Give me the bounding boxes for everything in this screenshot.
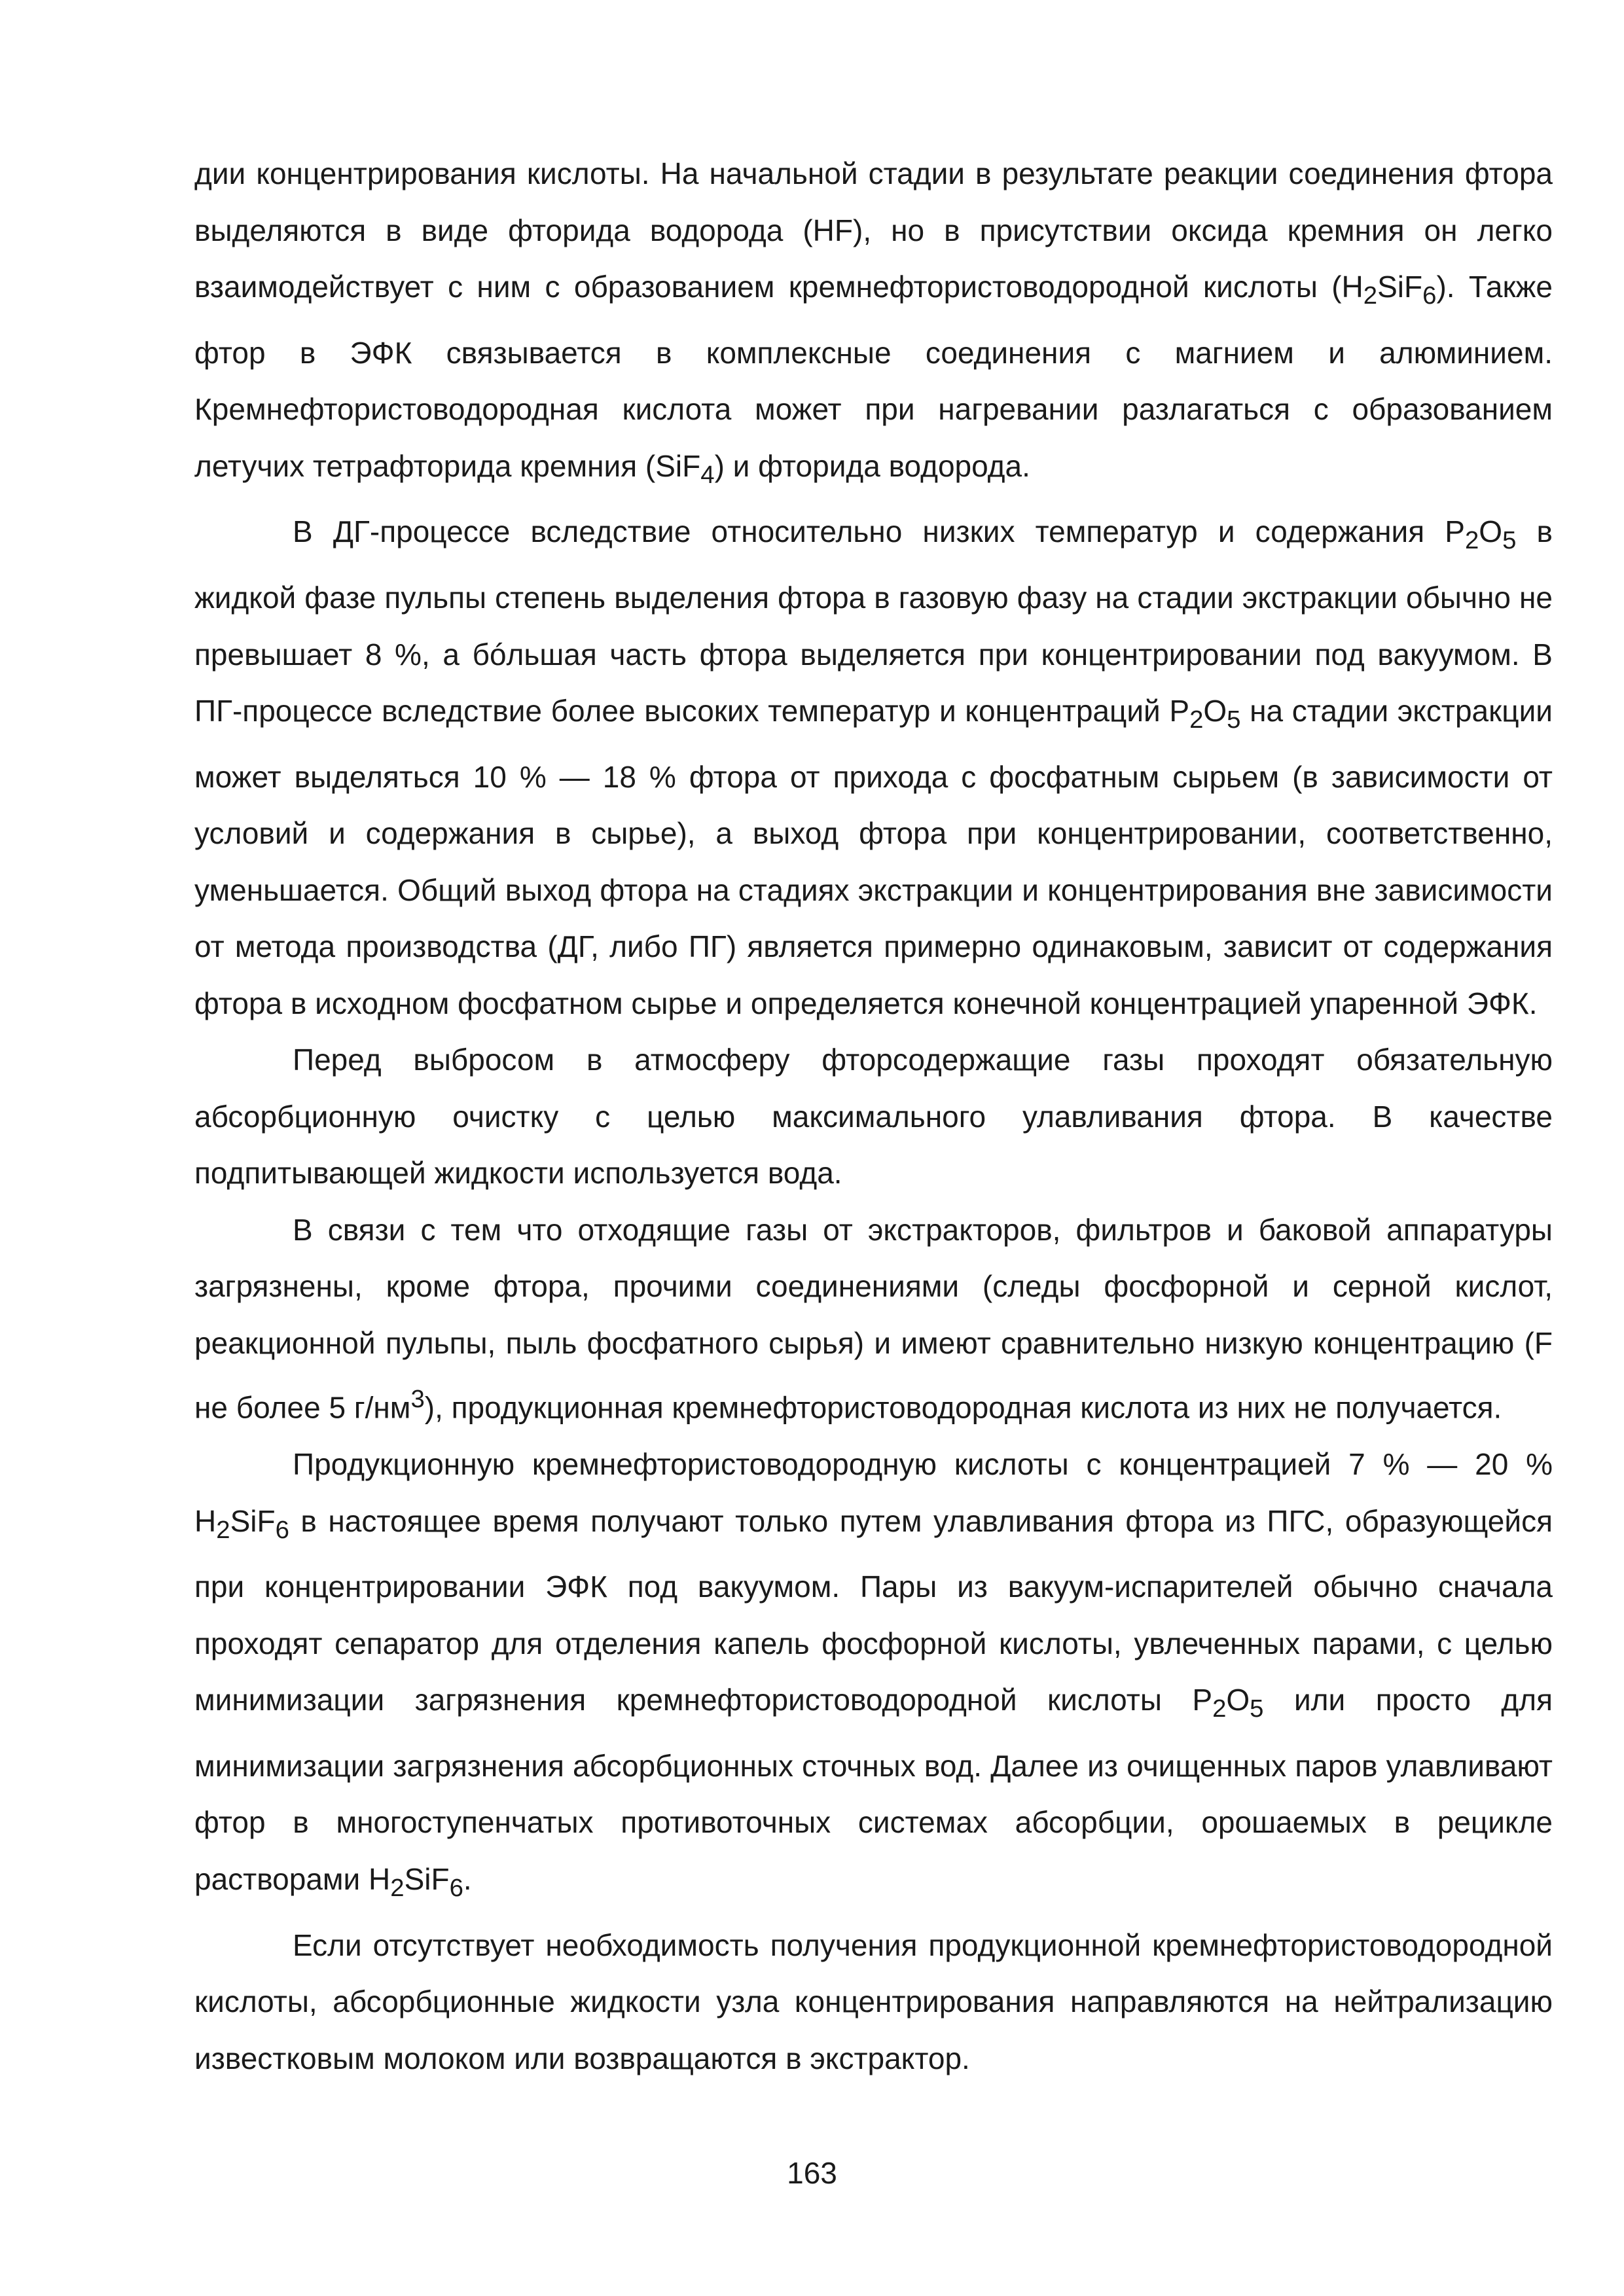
text-run: O	[1226, 1683, 1250, 1717]
text-run: Если отсутствует необходимость получения продукционной кремнефтористоводородной кислоты, абсорбционные жидкости узла концентрирования направляются на нейтрализацию известковым молоком или возвращаются в экстрактор.	[194, 1928, 1553, 2075]
document-body	[194, 145, 1553, 2087]
text-run: в настоящее время получают только путем улавливания фтора из ПГС, образующейся при концентрировании ЭФК под вакуумом. Пары из вакуум-испарителей обычно сначала проходят сепаратор для отделения капель фосфорной кислоты, увлеченных парами, с целью минимизации загрязнения кремнефтористоводородной кислоты P	[194, 1503, 1553, 1717]
paragraph-neutralization	[194, 1917, 1553, 2087]
subscript: 2	[1212, 1695, 1227, 1723]
subscript: 4	[700, 460, 715, 489]
subscript: 5	[1502, 526, 1517, 555]
text-run: в жидкой фазе пульпы степень выделения фтора в газовую фазу на стадии экстракции обычно не превышает 8 %, а бóльшая часть фтора выделяется при концентрировании под вакуумом. В ПГ-процессе вследствие более высоких температур и концентраций P	[194, 514, 1553, 728]
text-run: ) и фторида водорода.	[714, 448, 1030, 483]
superscript: 3	[410, 1385, 425, 1414]
subscript: 2	[216, 1515, 230, 1544]
subscript: 5	[1250, 1695, 1264, 1723]
paragraph-fluorine-release	[194, 145, 1553, 503]
subscript: 2	[390, 1874, 405, 1903]
subscript: 6	[275, 1515, 289, 1544]
paragraph-absorption-cleaning	[194, 1031, 1553, 1202]
text-run: В ДГ-процессе вследствие относительно низких температур и содержания P	[293, 514, 1465, 549]
subscript: 5	[1227, 706, 1241, 734]
text-run: В связи с тем что отходящие газы от экстракторов, фильтров и баковой аппаратуры загрязнены, кроме фтора, прочими соединениями (следы фосфорной и серной кислот, реакционной пульпы, пыль фосфатного сырья) и имеют сравнительно низкую концентрацию (F не более 5 г/нм	[194, 1212, 1553, 1425]
subscript: 2	[1189, 706, 1204, 734]
page-number: 163	[787, 2156, 837, 2190]
text-run: Продукционную кремнефтористоводородную кислоты с концентрацией 7 % — 20 % H	[194, 1447, 1553, 1538]
text-run: ), продукционная кремнефтористоводородная кислота из них не получается.	[424, 1390, 1502, 1425]
paragraph-dg-pg-process	[194, 503, 1553, 1031]
text-run: Перед выбросом в атмосферу фторсодержащие газы проходят обязательную абсорбционную очистку с целью максимального улавливания фтора. В качестве подпитывающей жидкости используется вода.	[194, 1043, 1553, 1191]
subscript: 6	[449, 1874, 463, 1903]
paragraph-product-acid	[194, 1436, 1553, 1917]
subscript: 2	[1464, 526, 1479, 555]
text-run: SiF	[404, 1861, 450, 1896]
text-run: или просто для минимизации загрязнения абсорбционных сточных вод. Далее из очищенных паров улавливают фтор в многоступенчатых противоточных системах абсорбции, орошаемых в рецикле растворами H	[194, 1683, 1553, 1896]
text-run: O	[1203, 694, 1227, 728]
text-run: SiF	[230, 1503, 276, 1538]
text-run: на стадии экстракции может выделяться 10 % — 18 % фтора от прихода с фосфатным сырьем (в зависимости от условий и содержания в сырье), а выход фтора при концентрировании, соответственно, уменьшается. Общий выход фтора на стадиях экстракции и концентрирования вне зависимости от метода производства (ДГ, либо ПГ) является примерно одинаковым, зависит от содержания фтора в исходном фосфатном сырье и определяется конечной концентрацией упаренной ЭФК.	[194, 694, 1553, 1020]
subscript: 6	[1422, 281, 1437, 310]
text-run: дии концентрирования кислоты. На начальной стадии в результате реакции соединения фтора выделяются в виде фторида водорода (HF), но в присутствии оксида кремния он легко взаимодействует с ним с образованием кремнефтористоводородной кислоты (H	[194, 156, 1553, 304]
text-run: O	[1479, 514, 1503, 549]
subscript: 2	[1363, 281, 1378, 310]
text-run: ). Также фтор в ЭФК связывается в комплексные соединения с магнием и алюминием. Кремнефтористоводородная кислота может при нагревании разлагаться с образованием летучих тетрафторида кремния (SiF	[194, 270, 1553, 483]
text-run: SiF	[1377, 270, 1423, 304]
paragraph-exhaust-gases	[194, 1202, 1553, 1436]
text-run: .	[463, 1861, 472, 1896]
